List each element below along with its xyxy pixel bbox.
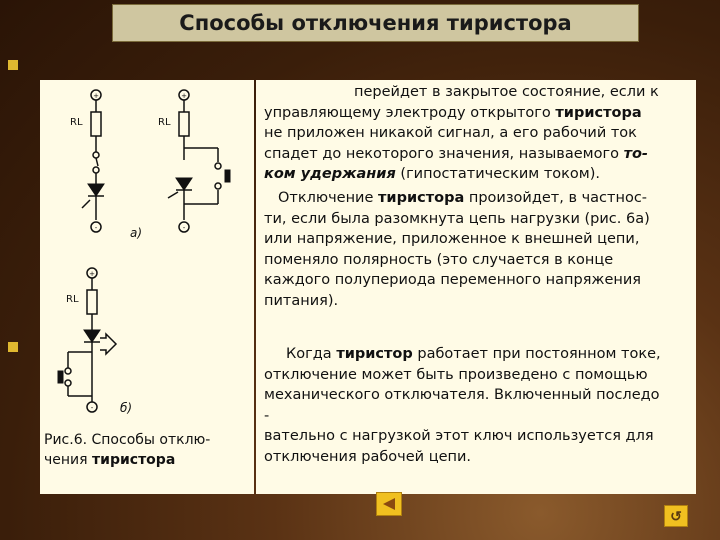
bold-term: тиристор	[336, 346, 413, 362]
text-span: произойдет, в частнос-	[464, 190, 648, 206]
figure-panel	[40, 80, 254, 494]
text-line: ти, если была разомкнута цепь нагрузки (рис. 6а)	[264, 210, 650, 227]
minus-terminal-label: -	[90, 404, 94, 412]
bullet-marker	[8, 60, 18, 70]
text-line: каждого полупериода переменного напряжения	[264, 272, 642, 288]
text-line	[264, 344, 692, 365]
return-button[interactable]	[664, 505, 688, 527]
thyristor-circuit-diagram	[40, 80, 254, 425]
text-line: отключение может быть произведено с помощью	[264, 366, 648, 383]
plus-terminal-label: +	[93, 92, 99, 100]
text-line	[264, 144, 692, 165]
text-span: спадет до некоторого значения, называемого	[264, 145, 624, 162]
plus-terminal-label: +	[89, 270, 95, 278]
text-span: работает при постоянном токе,	[412, 346, 661, 362]
figure-b-label: б)	[120, 401, 133, 415]
text-line	[264, 103, 692, 124]
plus-terminal-label: +	[181, 92, 187, 100]
load-resistor-label: RL	[158, 117, 171, 128]
text-span: Когда	[286, 346, 337, 362]
return-arrow-icon: ↺	[670, 507, 682, 524]
italic-term: ком удержания	[264, 166, 396, 182]
text-span: Отключение	[278, 190, 379, 206]
text-line: или напряжение, приложенное к внешней цепи,	[264, 231, 640, 247]
text-line: перейдет в закрытое состояние, если к	[354, 84, 659, 100]
text-line	[264, 188, 692, 209]
bold-term: тиристора	[555, 104, 642, 121]
text-panel	[256, 80, 696, 494]
paragraph-1	[264, 82, 692, 185]
text-line: механического отключателя. Включенный последо	[264, 387, 660, 403]
bullet-marker	[8, 342, 18, 352]
text-line: поменяло полярность (это случается в конце	[264, 251, 614, 268]
minus-terminal-label: -	[94, 224, 98, 232]
text-span: управляющему электроду открытого	[264, 104, 556, 121]
caption-line	[44, 450, 250, 470]
caption-bold: тиристора	[92, 452, 176, 468]
text-line	[264, 164, 692, 185]
text-line: питания).	[264, 292, 339, 309]
text-line: вательно с нагрузкой этот ключ используется для	[264, 428, 654, 444]
prev-slide-button[interactable]	[376, 492, 402, 516]
text-line: -	[264, 407, 270, 424]
figure-caption	[44, 430, 250, 470]
bold-term: тиристора	[378, 190, 465, 206]
italic-term: то-	[623, 145, 648, 162]
paragraph-2	[264, 188, 692, 311]
figure-a-label: a)	[130, 226, 143, 240]
minus-terminal-label: -	[182, 224, 186, 232]
load-resistor-label: RL	[66, 294, 79, 305]
caption-text: чения	[44, 452, 93, 468]
load-resistor-label: RL	[70, 117, 83, 128]
text-line: не приложен никакой сигнал, а его рабочий ток	[264, 125, 637, 141]
caption-line: Рис.6. Способы отклю-	[44, 432, 211, 448]
page-title: Способы отключения тиристора	[112, 4, 639, 42]
left-triangle-icon	[381, 497, 397, 511]
text-line: отключения рабочей цепи.	[264, 448, 472, 465]
text-span: (гипостатическим током).	[395, 166, 600, 182]
paragraph-3	[264, 344, 692, 467]
